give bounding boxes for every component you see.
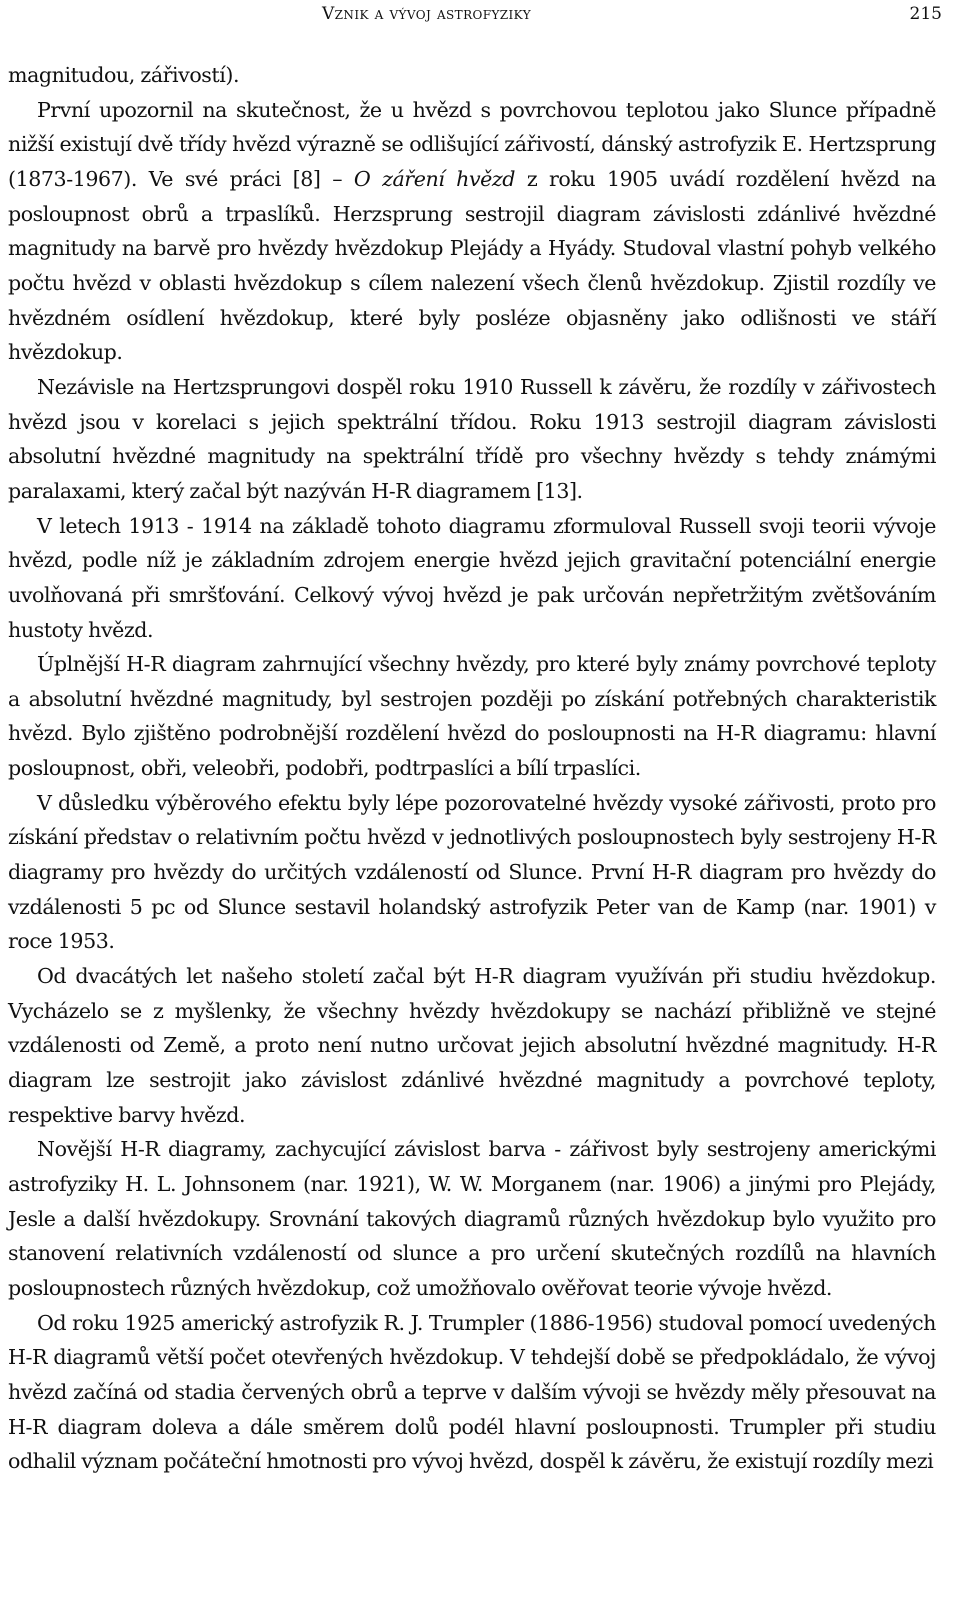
page-number: 215: [909, 4, 942, 24]
paragraph-complete-hr-diagram: Úplnější H-R diagram zahrnující všechny hvězdy, pro které byly známy povrchové teploty a absolutní hvězdné magnitudy, byl sestrojen později po získání potřebných charakteristik hvězd. Bylo zjištěno podrobnější rozdělení hvězd do posloupnosti na H-R diagramu: hlavní posloupnost, obři, veleobři, podobři, podtrpaslíci a bílí trpaslíci.: [8, 652, 936, 781]
cited-work-title: O záření hvězd: [353, 166, 516, 191]
paragraph-trumpler: Od roku 1925 americký astrofyzik R. J. Trumpler (1886-1956) studoval pomocí uvedených H-R diagramů větší počet otevřených hvězdokup. V tehdejší době se předpokládalo, že vývoj hvězd začíná od stadia červených obrů a teprve v dalším vývoji se hvězdy měly přesouvat na H-R diagram doleva a dále směrem dolů podél hlavní posloupnosti. Trumpler při studiu odhalil význam počáteční hmotnosti pro vývoj hvězd, dospěl k závěru, že existují rozdíly mezi: [8, 1310, 936, 1474]
paragraph-newer-diagrams: Novější H-R diagramy, zachycující závislost barva - zářivost byly sestrojeny americkými astrofyziky H. L. Johnsonem (nar. 1921), W. W. Morganem (nar. 1906) a jinými pro Plejády, Jesle a další hvězdokupy. Srovnání takových diagramů různých hvězdokup bylo využito pro stanovení relativních vzdáleností od slunce a pro určení skutečných rozdílů na hlavních posloupnostech různých hvězdokup, což umožňovalo ověřovat teorie vývoje hvězd.: [8, 1137, 936, 1300]
paragraph-russell-theory: V letech 1913 - 1914 na základě tohoto diagramu zformuloval Russell svoji teorii vývoje hvězd, podle níž je základním zdrojem energie hvězd jejich gravitační potenciální energie uvolňovaná při smršťování. Celkový vývoj hvězd je pak určován nepřetržitým zvětšováním hustoty hvězd.: [8, 513, 936, 642]
paragraph-text: z roku 1905 uvádí rozdělení hvězd na posloupnost obrů a trpaslíků. Herzsprung sestrojil diagram závislosti zdánlivé hvězdné magnitudy na barvě pro hvězdy hvězdokup Plejády a Hyády. Studoval vlastní pohyb velkého počtu hvězd v oblasti hvězdokup s cílem nalezení všech členů hvězdokup. Zjistil rozdíly ve hvězdném osídlení hvězdokup, které byly posléze objasněny jako odlišnosti ve stáří hvězdokup.: [8, 166, 936, 365]
paragraph-hertzsprung: [8, 93, 936, 370]
running-title: Vznik a vývoj astrofyziky: [322, 4, 532, 24]
body-text: [8, 58, 936, 1479]
paragraph-continuation: magnitudou, zářivostí).: [8, 63, 240, 87]
paragraph-star-clusters: Od dvacátých let našeho století začal být H-R diagram využíván při studiu hvězdokup. Vycházelo se z myšlenky, že všechny hvězdy hvězdokupy se nachází přibližně ve stejné vzdálenosti od Země, a proto není nutno určovat jejich absolutní hvězdné magnitudy. H-R diagram lze sestrojit jako závislost zdánlivé hvězdné magnitudy a povrchové teploty, respektive barvy hvězd.: [8, 964, 936, 1127]
paragraph-text: První upozornil na skutečnost, že u hvězd s povrchovou teplotou jako Slunce případně nižší existují dvě třídy hvězd výrazně se odlišující zářivostí, dánský astrofyzik E. Hertzsprung (1873-1967). Ve své práci [8] –: [8, 97, 936, 191]
paragraph-selection-effect: V důsledku výběrového efektu byly lépe pozorovatelné hvězdy vysoké zářivosti, proto pro získání představ o relativním počtu hvězd v jednotlivých posloupnostech byly sestrojeny H-R diagramy pro hvězdy do určitých vzdáleností od Slunce. První H-R diagram pro hvězdy do vzdálenosti 5 pc od Slunce sestavil holandský astrofyzik Peter van de Kamp (nar. 1901) v roce 1953.: [8, 790, 936, 954]
paragraph-russell: Nezávisle na Hertzsprungovi dospěl roku 1910 Russell k závěru, že rozdíly v zářivostech hvězd jsou v korelaci s jejich spektrální třídou. Roku 1913 sestrojil diagram závislosti absolutní hvězdné magnitudy na spektrální třídě pro všechny hvězdy s tehdy známými paralaxami, který začal být nazýván H-R diagramem [13].: [8, 374, 936, 503]
running-header: [0, 2, 960, 32]
